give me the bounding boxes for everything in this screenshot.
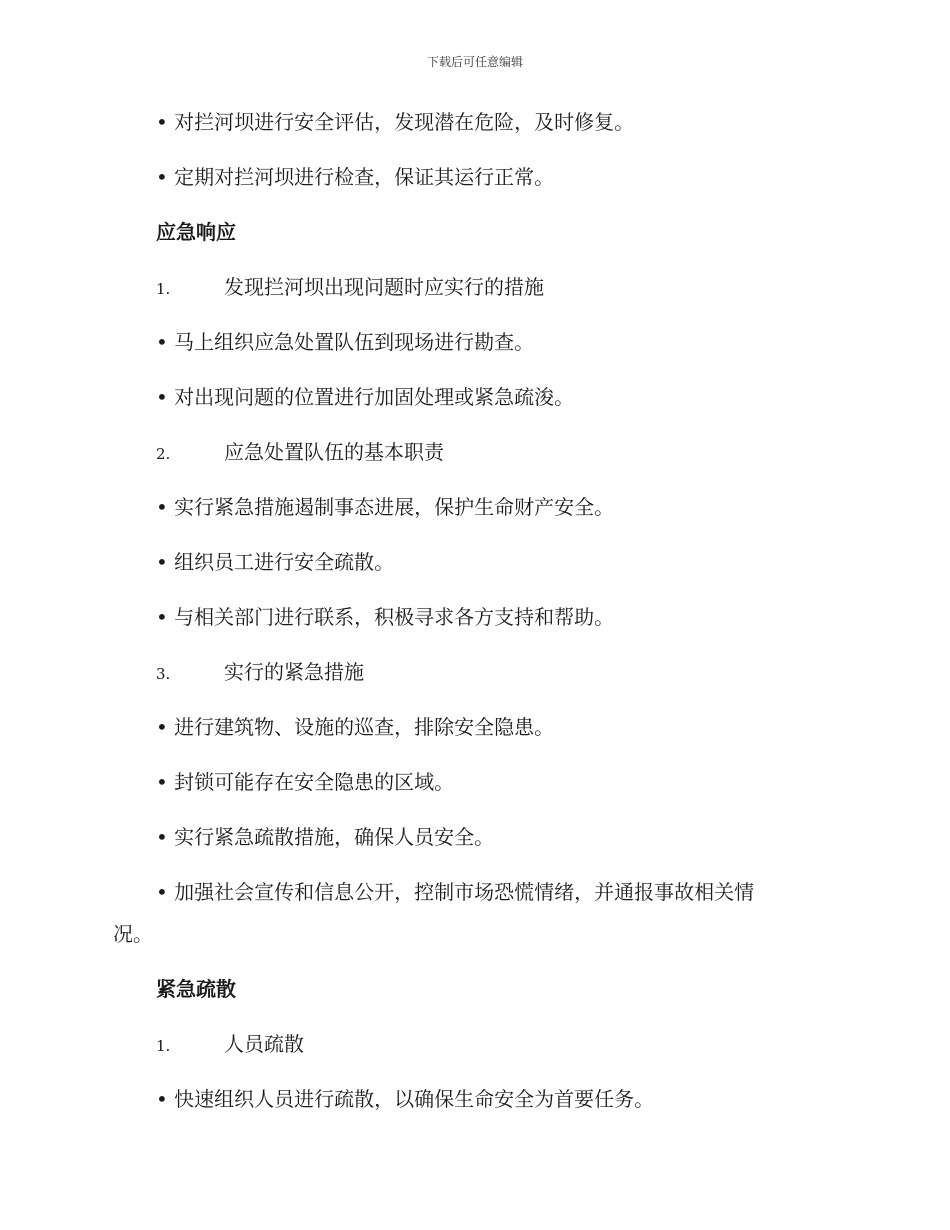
item-number: 2. [156,445,171,463]
bullet-item: • 与相关部门进行联系，积极寻求各方支持和帮助。 [156,605,615,629]
wrapped-continuation: 况。 [113,922,153,946]
numbered-item [113,1030,813,1058]
item-text: 发现拦河坝出现问题时应实行的措施 [224,275,544,299]
bullet-item: • 马上组织应急处置队伍到现场进行勘查。 [156,330,535,354]
item-number: 1. [156,280,171,298]
bullet-item: • 组织员工进行安全疏散。 [156,550,395,574]
numbered-item [113,438,813,466]
page-header: 下载后可任意编辑 [426,55,523,69]
item-text: 人员疏散 [224,1032,304,1056]
bullet-item: • 封锁可能存在安全隐患的区域。 [156,770,455,794]
section-heading: 应急响应 [156,220,236,244]
item-text: 应急处置队伍的基本职责 [224,440,444,464]
wrapped-bullet-item [113,878,803,948]
bullet-item: • 快速组织人员进行疏散，以确保生命安全为首要任务。 [156,1087,655,1111]
bullet-item: • 进行建筑物、设施的巡查，排除安全隐患。 [156,715,555,739]
item-text: 实行的紧急措施 [224,660,364,684]
bullet-item: • 实行紧急措施遏制事态进展，保护生命财产安全。 [156,495,615,519]
numbered-item [113,273,813,301]
bullet-item: • 对拦河坝进行安全评估，发现潜在危险，及时修复。 [156,110,635,134]
item-number: 3. [156,665,171,683]
bullet-item: • 实行紧急疏散措施，确保人员安全。 [156,825,495,849]
bullet-item: • 对出现问题的位置进行加固处理或紧急疏浚。 [156,385,575,409]
item-number: 1. [156,1037,171,1055]
numbered-item [113,658,813,686]
section-heading: 紧急疏散 [156,977,236,1001]
document-body [113,108,813,1140]
wrapped-first-line: • 加强社会宣传和信息公开，控制市场恐慌情绪，并通报事故相关情 [156,880,755,904]
bullet-item: • 定期对拦河坝进行检查，保证其运行正常。 [156,165,555,189]
